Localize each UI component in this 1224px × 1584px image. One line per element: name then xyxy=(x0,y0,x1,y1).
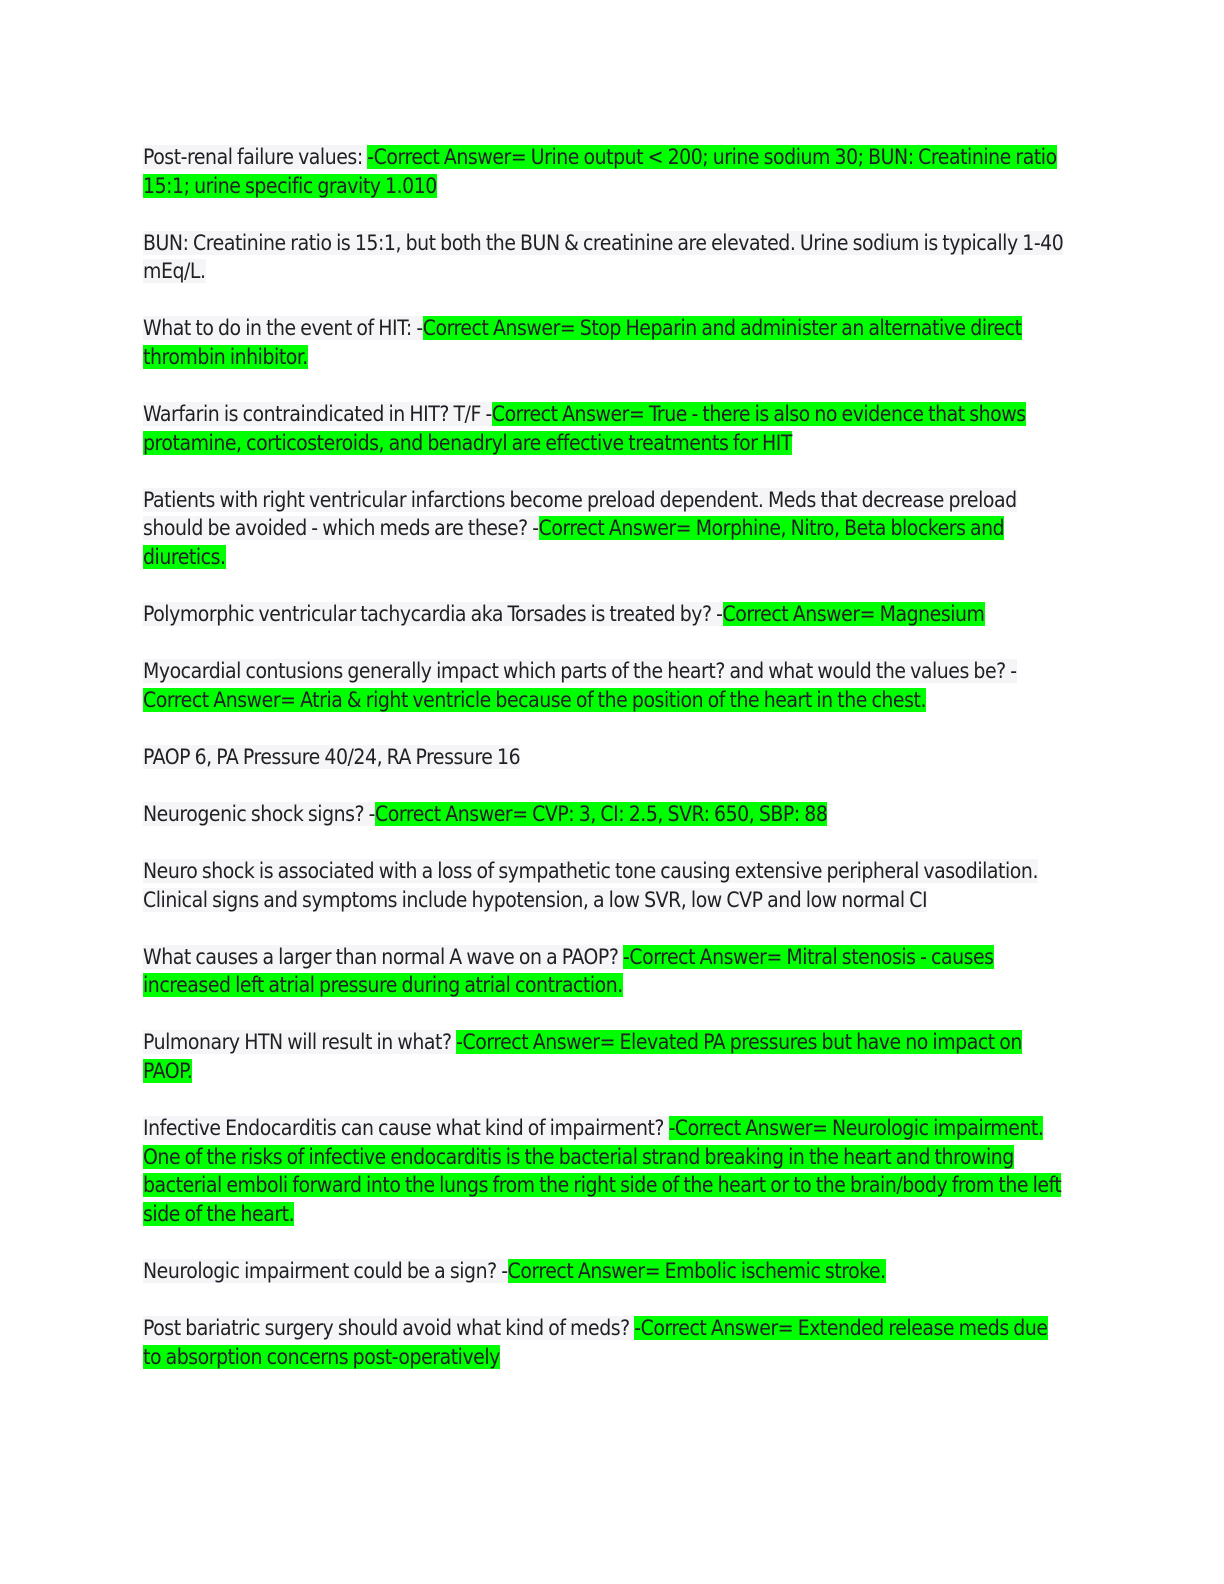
question-text: Neurologic impairment could be a sign? - xyxy=(143,1258,508,1283)
qa-item xyxy=(143,1114,1067,1228)
question-text: What to do in the event of HIT: - xyxy=(143,316,423,341)
explanation-paragraph xyxy=(143,857,1067,914)
qa-item xyxy=(143,943,1067,1000)
qa-item xyxy=(143,314,1067,371)
qa-item xyxy=(143,800,1067,829)
answer-highlight: -Correct Answer= Extended release meds due to absorption concerns post-operatively xyxy=(143,1316,1048,1369)
qa-item xyxy=(143,1314,1067,1371)
answer-highlight: Correct Answer= Magnesium xyxy=(722,602,985,627)
question-text: Neurogenic shock signs? - xyxy=(143,801,376,826)
answer-highlight: Correct Answer= CVP: 3, CI: 2.5, SVR: 650, SBP: 88 xyxy=(375,801,828,826)
question-text: Post-renal failure values: xyxy=(143,145,368,169)
answer-highlight: Correct Answer= Atria & right ventricle because of the position of the heart in the chest. xyxy=(143,687,926,712)
question-text: Myocardial contusions generally impact which parts of the heart? and what would the values be? - xyxy=(143,659,1017,684)
qa-item xyxy=(143,486,1067,572)
explanation-text: Neuro shock is associated with a loss of sympathetic tone causing extensive peripheral vasodilation. Clinical signs and symptoms include hypotension, a low SVR, low CVP and low normal CI xyxy=(143,859,1038,912)
explanation-text: BUN: Creatinine ratio is 15:1, but both the BUN & creatinine are elevated. Urine sodium is typically 1-40 mEq/L. xyxy=(143,230,1064,284)
answer-highlight: -Correct Answer= Urine output < 200; urine sodium 30; BUN: Creatinine ratio 15:1; urine specific gravity 1.010 xyxy=(143,145,1057,198)
answer-highlight: -Correct Answer= Mitral stenosis - causes increased left atrial pressure during atrial contraction. xyxy=(143,944,994,998)
question-text: What causes a larger than normal A wave on a PAOP? xyxy=(143,944,623,969)
explanation-text: PAOP 6, PA Pressure 40/24, RA Pressure 16 xyxy=(143,744,521,769)
document-content xyxy=(143,143,1067,1400)
answer-highlight: Correct Answer= Morphine, Nitro, Beta blockers and diuretics. xyxy=(143,516,1005,569)
answer-highlight: -Correct Answer= Elevated PA pressures but have no impact on PAOP. xyxy=(143,1030,1022,1083)
question-text: Warfarin is contraindicated in HIT? T/F - xyxy=(143,402,492,427)
answer-highlight: Correct Answer= True - there is also no evidence that shows protamine, corticosteroids, and benadryl are effective treatments for HIT xyxy=(143,402,1026,455)
question-text: Patients with right ventricular infarctions become preload dependent. Meds that decrease preload should be avoided - which meds are these? - xyxy=(143,487,1017,541)
qa-item xyxy=(143,400,1067,457)
qa-item xyxy=(143,600,1067,629)
answer-highlight: -Correct Answer= Neurologic impairment. One of the risks of infective endocarditis is the bacterial strand breaking in the heart and throwing bacterial emboli forward into the lungs from the right side of the heart or to the brain/body from the left side of the heart. xyxy=(143,1116,1062,1226)
answer-highlight: Correct Answer= Stop Heparin and administer an alternative direct thrombin inhibitor. xyxy=(143,316,1022,369)
question-text: Polymorphic ventricular tachycardia aka Torsades is treated by? - xyxy=(143,602,723,627)
question-text: Infective Endocarditis can cause what kind of impairment? xyxy=(143,1116,669,1141)
qa-item xyxy=(143,143,1067,200)
qa-item xyxy=(143,1257,1067,1286)
answer-highlight: Correct Answer= Embolic ischemic stroke. xyxy=(507,1258,886,1283)
question-text: Post bariatric surgery should avoid what kind of meds? xyxy=(143,1316,635,1341)
explanation-paragraph xyxy=(143,743,1067,772)
explanation-paragraph xyxy=(143,229,1067,286)
qa-item xyxy=(143,1028,1067,1085)
question-text: Pulmonary HTN will result in what? xyxy=(143,1030,457,1055)
qa-item xyxy=(143,657,1067,714)
